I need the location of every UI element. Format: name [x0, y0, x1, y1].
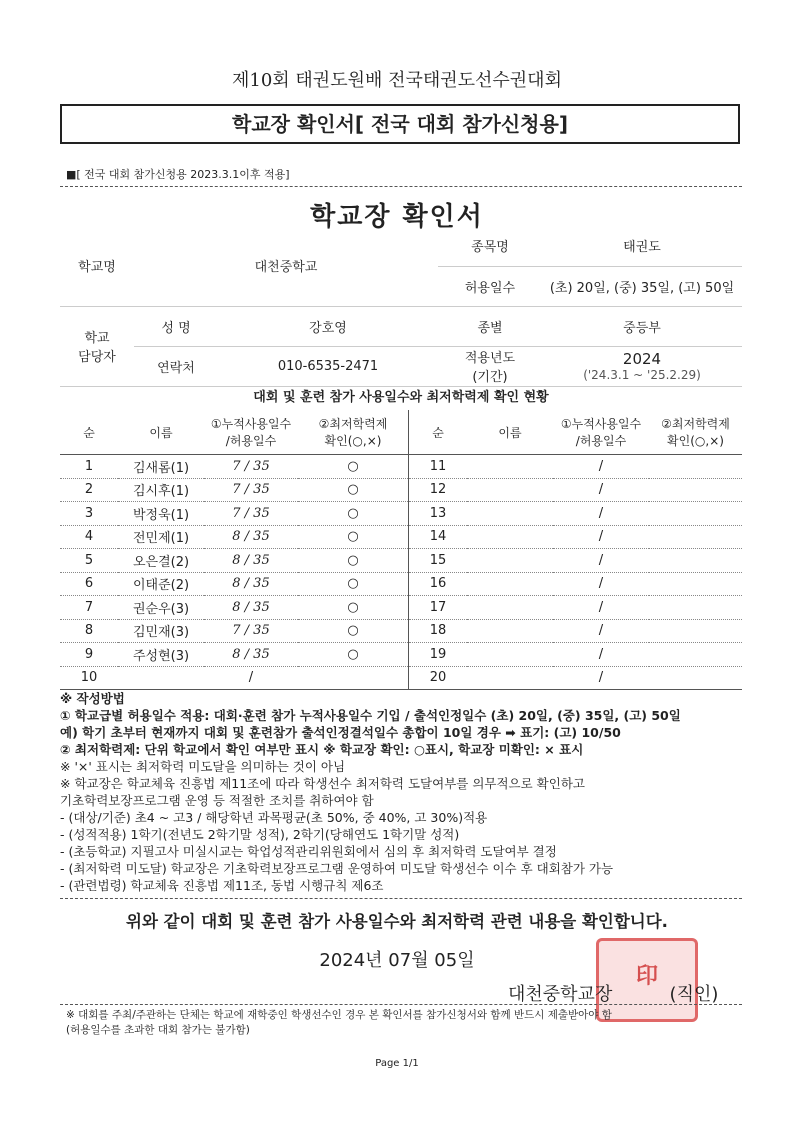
- row-check: [649, 643, 742, 667]
- table-row: [60, 455, 742, 479]
- row-days: /: [553, 643, 649, 667]
- row-name: [467, 643, 553, 667]
- confirmation-statement: 위와 같이 대회 및 훈련 참가 사용일수와 최저학력 관련 내용을 확인합니다.: [126, 912, 668, 931]
- instruction-line: 예) 학기 초부터 현재까지 대회 및 훈련참가 출석인정결석일수 총합이 10일 경우 ➡ 표기: (고) 10/50: [60, 725, 621, 740]
- row-check: [649, 619, 742, 643]
- row-no: 14: [409, 525, 468, 549]
- row-name: [467, 525, 553, 549]
- row-check: [649, 596, 742, 620]
- event-title: 제10회 태권도원배 전국태권도선수권대회: [232, 70, 562, 91]
- row-days: 7 / 35: [204, 619, 298, 643]
- row-days: /: [553, 666, 649, 690]
- row-days: /: [553, 478, 649, 502]
- principal-signature: 대천중학교장 (직인): [508, 984, 719, 1005]
- row-days: 8 / 35: [204, 572, 298, 596]
- row-no: 15: [409, 549, 468, 573]
- row-no: 8: [60, 619, 118, 643]
- applicable-note: ■[ 전국 대회 참가신청용 2023.3.1이후 적용]: [66, 168, 290, 181]
- row-name: [467, 455, 553, 479]
- instruction-line: ② 최저학력제: 단위 학교에서 확인 여부만 표시 ※ 학교장 확인: ○표시, 학교장 미확인: × 표시: [60, 742, 584, 757]
- instruction-line: - (대상/기준) 초4 ~ 고3 / 해당학년 과목평균(초 50%, 중 40%, 고 30%)적용: [60, 810, 488, 825]
- col-header: 순: [60, 410, 118, 455]
- instruction-line: ※ 작성방법: [60, 691, 125, 706]
- instruction-line: - (최저학력 미도달) 학교장은 기초학력보장프로그램 운영하여 미도달 학생선수 이수 후 대회참가 가능: [60, 861, 614, 876]
- table-row: [60, 619, 742, 643]
- row-name: [467, 619, 553, 643]
- row-no: 10: [60, 666, 118, 690]
- year-cell: [542, 346, 742, 386]
- instructions: [60, 690, 750, 894]
- row-days: 8 / 35: [204, 596, 298, 620]
- table-row: [60, 572, 742, 596]
- row-name: [467, 666, 553, 690]
- issue-date: 2024년 07월 05일: [319, 950, 475, 971]
- row-days: /: [553, 596, 649, 620]
- divider: [60, 1004, 742, 1005]
- days-value: (초) 20일, (중) 35일, (고) 50일: [542, 266, 742, 306]
- row-check: [649, 455, 742, 479]
- row-days: 7 / 35: [204, 502, 298, 526]
- table-row: [60, 525, 742, 549]
- row-name: 오은결(2): [118, 549, 204, 573]
- sport-value: 태권도: [542, 226, 742, 266]
- year-label: 적용년도 (기간): [438, 346, 542, 386]
- instruction-line: ① 학교급별 허용일수 적용: 대회·훈련 참가 누적사용일수 기입 / 출석인정일수 (초) 20일, (중) 35일, (고) 50일: [60, 708, 681, 723]
- name-label: 성 명: [134, 306, 218, 346]
- row-no: 1: [60, 455, 118, 479]
- row-name: 전민제(1): [118, 525, 204, 549]
- section-title: 대회 및 훈련 참가 사용일수와 최저학력제 확인 현황: [253, 390, 549, 405]
- row-check: ○: [298, 572, 409, 596]
- box-title: 학교장 확인서[ 전국 대회 참가신청용]: [232, 112, 568, 136]
- row-days: /: [553, 525, 649, 549]
- year-value: 2024: [622, 350, 662, 368]
- page-number: Page 1/1: [375, 1058, 419, 1069]
- row-name: 이태준(2): [118, 572, 204, 596]
- col-header: ①누적사용일수 /허용일수: [204, 410, 298, 455]
- row-days: 8 / 35: [204, 525, 298, 549]
- row-no: 19: [409, 643, 468, 667]
- year-period: ('24.3.1 ~ '25.2.29): [583, 368, 701, 382]
- school-label: 학교명: [60, 226, 134, 306]
- info-table: [60, 226, 742, 387]
- instruction-line: - (초등학교) 지필고사 미실시교는 학업성적관리위원회에서 심의 후 최저학력 도달여부 결정: [60, 844, 557, 859]
- row-check: ○: [298, 549, 409, 573]
- document-title: 학교장 확인서: [310, 202, 484, 232]
- school-value: 대천중학교: [134, 226, 438, 306]
- row-days: /: [553, 619, 649, 643]
- row-no: 9: [60, 643, 118, 667]
- row-no: 18: [409, 619, 468, 643]
- col-header: 이름: [467, 410, 553, 455]
- table-row: [60, 596, 742, 620]
- sport-label: 종목명: [438, 226, 542, 266]
- col-header: ②최저학력제 확인(○,×): [649, 410, 742, 455]
- col-header: 순: [409, 410, 468, 455]
- row-days: 8 / 35: [204, 643, 298, 667]
- row-name: 박정욱(1): [118, 502, 204, 526]
- title-box: [60, 104, 740, 144]
- row-no: 3: [60, 502, 118, 526]
- instruction-line: - (관련법령) 학교체육 진흥법 제11조, 동법 시행규칙 제6조: [60, 878, 384, 893]
- row-name: [118, 666, 204, 690]
- instruction-line: ※ '×' 표시는 최저학력 미도달을 의미하는 것이 아님: [60, 759, 346, 774]
- row-check: [649, 666, 742, 690]
- row-check: ○: [298, 643, 409, 667]
- row-no: 5: [60, 549, 118, 573]
- row-no: 6: [60, 572, 118, 596]
- row-check: ○: [298, 619, 409, 643]
- row-check: [649, 502, 742, 526]
- row-name: [467, 572, 553, 596]
- participation-table: [60, 410, 742, 690]
- row-no: 2: [60, 478, 118, 502]
- contact-value: 010-6535-2471: [218, 346, 438, 386]
- row-no: 16: [409, 572, 468, 596]
- table-row: [60, 502, 742, 526]
- col-header: ②최저학력제 확인(○,×): [298, 410, 409, 455]
- row-no: 11: [409, 455, 468, 479]
- row-name: [467, 502, 553, 526]
- row-name: [467, 478, 553, 502]
- seal-mark: 印: [635, 964, 658, 989]
- row-no: 17: [409, 596, 468, 620]
- row-no: 4: [60, 525, 118, 549]
- row-days: /: [204, 666, 298, 690]
- row-days: /: [553, 502, 649, 526]
- row-no: 7: [60, 596, 118, 620]
- col-header: ①누적사용일수 /허용일수: [553, 410, 649, 455]
- row-no: 12: [409, 478, 468, 502]
- level-value: 중등부: [542, 306, 742, 346]
- row-check: [649, 478, 742, 502]
- table-row: [60, 478, 742, 502]
- row-days: /: [553, 455, 649, 479]
- row-check: ○: [298, 596, 409, 620]
- instruction-line: 기초학력보장프로그램 운영 등 적절한 조치를 취하여야 함: [60, 793, 374, 808]
- row-check: ○: [298, 455, 409, 479]
- row-name: [467, 596, 553, 620]
- instruction-line: ※ 학교장은 학교체육 진흥법 제11조에 따라 학생선수 최저학력 도달여부를 의무적으로 확인하고: [60, 776, 585, 791]
- footnote: ※ 대회를 주최/주관하는 단체는 학교에 재학중인 학생선수인 경우 본 확인서를 참가신청서와 함께 반드시 제출받아야 함 (허용일수를 초과한 대회 참가는 불가함): [66, 1009, 612, 1036]
- col-header: 이름: [118, 410, 204, 455]
- row-days: 7 / 35: [204, 478, 298, 502]
- row-name: 주성현(3): [118, 643, 204, 667]
- row-days: /: [553, 572, 649, 596]
- row-check: [649, 549, 742, 573]
- divider: [60, 186, 742, 187]
- name-value: 강호영: [218, 306, 438, 346]
- row-check: [298, 666, 409, 690]
- table-row: [60, 666, 742, 690]
- table-row: [60, 643, 742, 667]
- row-name: 권순우(3): [118, 596, 204, 620]
- row-check: ○: [298, 502, 409, 526]
- days-label: 허용일수: [438, 266, 542, 306]
- row-name: 김민재(3): [118, 619, 204, 643]
- table-header: [60, 410, 742, 455]
- row-days: 7 / 35: [204, 455, 298, 479]
- row-no: 13: [409, 502, 468, 526]
- row-check: ○: [298, 478, 409, 502]
- contact-label: 연락처: [134, 346, 218, 386]
- row-name: 김새롬(1): [118, 455, 204, 479]
- instruction-line: - (성적적용) 1학기(전년도 2학기말 성적), 2학기(당해연도 1학기말 성적): [60, 827, 460, 842]
- row-days: /: [553, 549, 649, 573]
- row-name: [467, 549, 553, 573]
- row-no: 20: [409, 666, 468, 690]
- row-check: [649, 572, 742, 596]
- manager-label: 학교 담당자: [60, 306, 134, 386]
- row-check: ○: [298, 525, 409, 549]
- row-days: 8 / 35: [204, 549, 298, 573]
- divider: [60, 898, 742, 899]
- table-row: [60, 549, 742, 573]
- level-label: 종별: [438, 306, 542, 346]
- row-name: 김시후(1): [118, 478, 204, 502]
- row-check: [649, 525, 742, 549]
